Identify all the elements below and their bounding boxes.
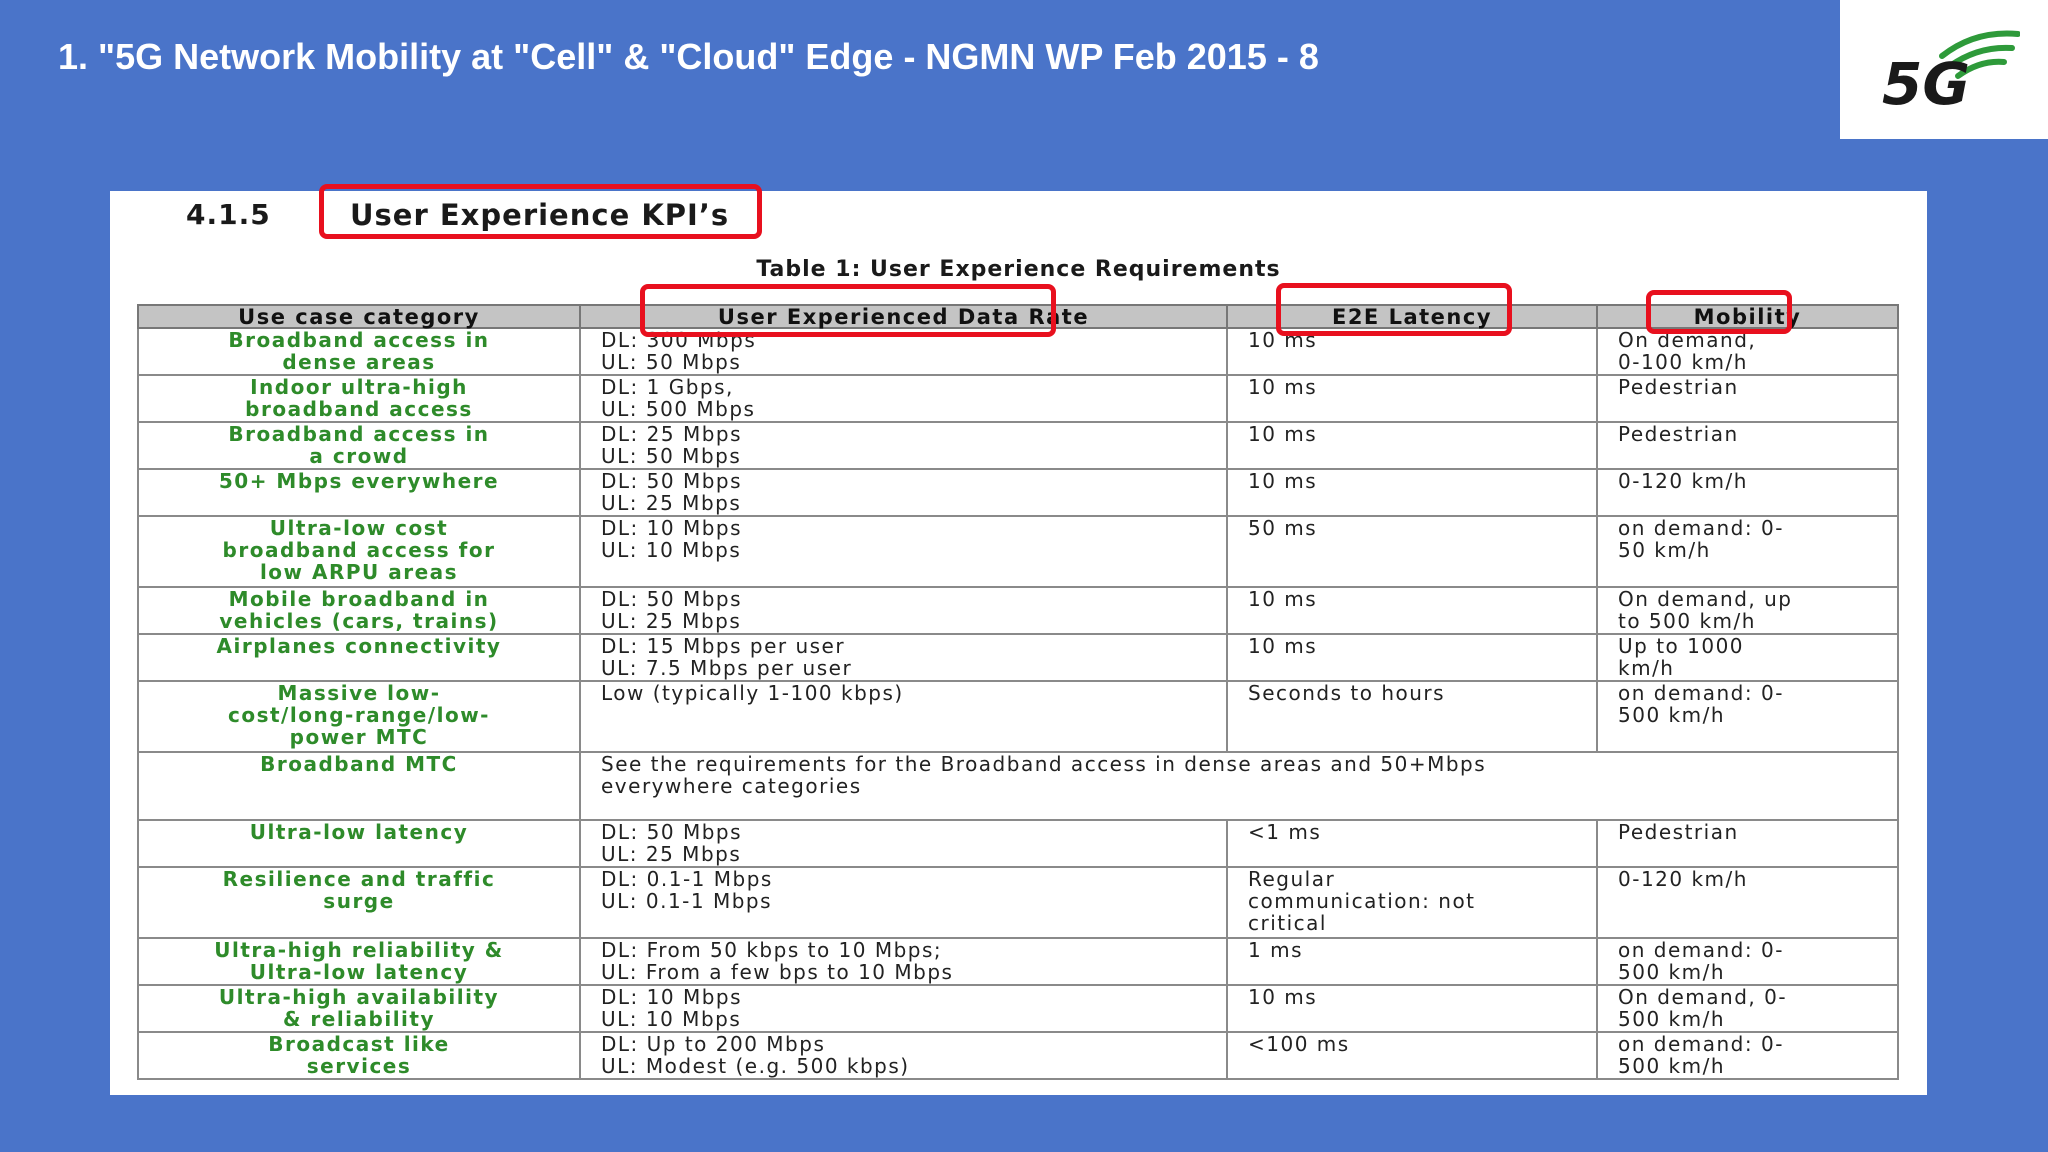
mobility-cell: 0-120 km/h	[1597, 867, 1898, 938]
latency-cell: <1 ms	[1227, 820, 1597, 867]
latency-cell: 10 ms	[1227, 634, 1597, 681]
data-rate-cell: DL: From 50 kbps to 10 Mbps; UL: From a few bps to 10 Mbps	[580, 938, 1227, 985]
mobility-cell: On demand, 0- 500 km/h	[1597, 985, 1898, 1032]
column-header-data-rate: User Experienced Data Rate	[580, 305, 1227, 328]
table-row	[138, 752, 1898, 820]
mobility-cell: on demand: 0- 500 km/h	[1597, 938, 1898, 985]
section-title: User Experience KPI’s	[350, 198, 730, 232]
logo-text: 5G	[1882, 50, 1970, 118]
mobility-cell: Pedestrian	[1597, 422, 1898, 469]
use-case-category-cell: Broadband MTC	[138, 752, 580, 820]
data-rate-cell: DL: 0.1-1 Mbps UL: 0.1-1 Mbps	[580, 867, 1227, 938]
latency-cell: 50 ms	[1227, 516, 1597, 587]
use-case-category-cell: Broadband access in dense areas	[138, 328, 580, 375]
table-row	[138, 1032, 1898, 1079]
table-row	[138, 867, 1898, 938]
use-case-category-cell: Ultra-high availability & reliability	[138, 985, 580, 1032]
mobility-cell: On demand, up to 500 km/h	[1597, 587, 1898, 634]
data-rate-cell: DL: 25 Mbps UL: 50 Mbps	[580, 422, 1227, 469]
table-row	[138, 587, 1898, 634]
data-rate-cell: DL: 50 Mbps UL: 25 Mbps	[580, 587, 1227, 634]
highlight-latency	[1276, 283, 1512, 336]
data-rate-cell: DL: 300 Mbps UL: 50 Mbps	[580, 328, 1227, 375]
latency-cell: 10 ms	[1227, 328, 1597, 375]
table-row	[138, 985, 1898, 1032]
table-row	[138, 516, 1898, 587]
kpi-table	[137, 304, 1899, 1080]
column-header-mobility: Mobility	[1597, 305, 1898, 328]
mobility-cell: Pedestrian	[1597, 820, 1898, 867]
use-case-category-cell: Indoor ultra-high broadband access	[138, 375, 580, 422]
mobility-cell: on demand: 0- 500 km/h	[1597, 1032, 1898, 1079]
mobility-cell: on demand: 0- 500 km/h	[1597, 681, 1898, 752]
mobility-cell: Up to 1000 km/h	[1597, 634, 1898, 681]
latency-cell: <100 ms	[1227, 1032, 1597, 1079]
data-rate-cell: DL: 15 Mbps per user UL: 7.5 Mbps per user	[580, 634, 1227, 681]
table-row	[138, 820, 1898, 867]
data-rate-cell: DL: 10 Mbps UL: 10 Mbps	[580, 516, 1227, 587]
data-rate-cell: DL: 50 Mbps UL: 25 Mbps	[580, 820, 1227, 867]
use-case-category-cell: Broadband access in a crowd	[138, 422, 580, 469]
table-row	[138, 634, 1898, 681]
mobility-cell: On demand, 0-100 km/h	[1597, 328, 1898, 375]
table-row	[138, 469, 1898, 516]
latency-cell: Seconds to hours	[1227, 681, 1597, 752]
mobility-cell: on demand: 0- 50 km/h	[1597, 516, 1898, 587]
column-header-category: Use case category	[138, 305, 580, 328]
use-case-category-cell: Ultra-low cost broadband access for low ARPU areas	[138, 516, 580, 587]
mobility-cell: 0-120 km/h	[1597, 469, 1898, 516]
table-caption: Table 1: User Experience Requirements	[756, 257, 1281, 282]
highlight-section-title	[319, 184, 762, 239]
use-case-category-cell: Ultra-low latency	[138, 820, 580, 867]
data-rate-cell: Low (typically 1-100 kbps)	[580, 681, 1227, 752]
highlight-mobility	[1646, 290, 1792, 334]
use-case-category-cell: 50+ Mbps everywhere	[138, 469, 580, 516]
latency-cell: 1 ms	[1227, 938, 1597, 985]
column-header-latency: E2E Latency	[1227, 305, 1597, 328]
latency-cell: 10 ms	[1227, 469, 1597, 516]
latency-cell: Regular communication: not critical	[1227, 867, 1597, 938]
use-case-category-cell: Resilience and traffic surge	[138, 867, 580, 938]
section-number: 4.1.5	[186, 198, 271, 231]
table-row	[138, 938, 1898, 985]
use-case-category-cell: Airplanes connectivity	[138, 634, 580, 681]
merged-requirement-cell: See the requirements for the Broadband access in dense areas and 50+Mbps everywhere categories	[580, 752, 1898, 820]
slide-title: 1. "5G Network Mobility at "Cell" & "Cloud" Edge - NGMN WP Feb 2015 - 8	[58, 36, 1319, 77]
data-rate-cell: DL: 50 Mbps UL: 25 Mbps	[580, 469, 1227, 516]
latency-cell: 10 ms	[1227, 375, 1597, 422]
table-row	[138, 422, 1898, 469]
table-row	[138, 375, 1898, 422]
data-rate-cell: DL: Up to 200 Mbps UL: Modest (e.g. 500 kbps)	[580, 1032, 1227, 1079]
table-row	[138, 681, 1898, 752]
5g-logo	[1840, 0, 2048, 139]
latency-cell: 10 ms	[1227, 422, 1597, 469]
5g-logo-icon	[1880, 18, 2020, 118]
document-image	[110, 191, 1927, 1095]
use-case-category-cell: Massive low- cost/long-range/low- power MTC	[138, 681, 580, 752]
latency-cell: 10 ms	[1227, 985, 1597, 1032]
mobility-cell: Pedestrian	[1597, 375, 1898, 422]
highlight-data-rate	[640, 284, 1056, 337]
use-case-category-cell: Broadcast like services	[138, 1032, 580, 1079]
data-rate-cell: DL: 1 Gbps, UL: 500 Mbps	[580, 375, 1227, 422]
use-case-category-cell: Mobile broadband in vehicles (cars, trains)	[138, 587, 580, 634]
use-case-category-cell: Ultra-high reliability & Ultra-low latency	[138, 938, 580, 985]
latency-cell: 10 ms	[1227, 587, 1597, 634]
data-rate-cell: DL: 10 Mbps UL: 10 Mbps	[580, 985, 1227, 1032]
